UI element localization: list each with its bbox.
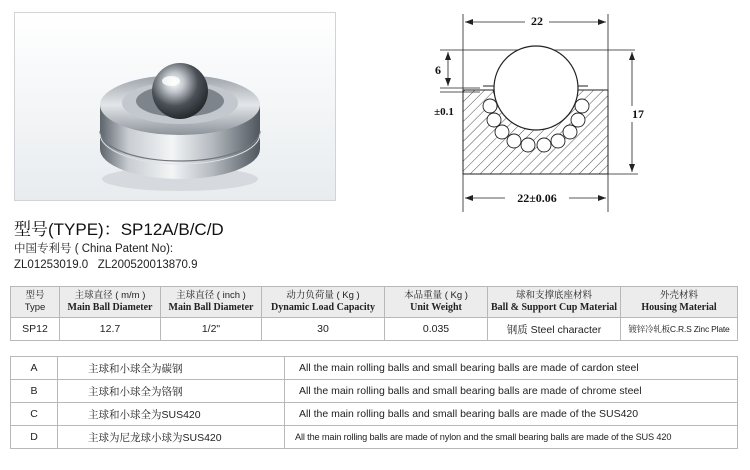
header-ball-material: 球和支撑底座材料 Ball & Support Cup Material [488, 287, 621, 318]
dim-left-upper-label: 6 [435, 63, 441, 77]
variant-zh: 主球和小球全为碳钢 [58, 357, 285, 380]
cell-main-ball-inch: 1/2" [161, 318, 262, 341]
ball-transfer-unit-image [15, 13, 335, 200]
cell-housing-material: 镀锌冷轧板C.R.S Zinc Plate [621, 318, 738, 341]
dim-bottom-label: 22±0.06 [517, 191, 557, 205]
header-housing-material: 外壳材料 Housing Material [621, 287, 738, 318]
table-row [11, 426, 738, 449]
table-row [11, 357, 738, 380]
dim-top-label: 22 [531, 14, 543, 28]
variants-table [10, 356, 738, 449]
variant-code: D [11, 426, 58, 449]
variant-en: All the main rolling balls are made of nylon and the small bearing balls are made of the SUS 420 [285, 426, 738, 449]
cell-unit-weight: 0.035 [385, 318, 488, 341]
cell-main-ball-mm: 12.7 [60, 318, 161, 341]
header-unit-weight: 本品重量 ( Kg ) Unit Weight [385, 287, 488, 318]
patent-numbers: ZL01253019.0 ZL200520013870.9 [14, 259, 198, 271]
variant-code: B [11, 380, 58, 403]
variant-code: A [11, 357, 58, 380]
table-row [11, 403, 738, 426]
variant-zh: 主球为尼龙球小球为SUS420 [58, 426, 285, 449]
variant-code: C [11, 403, 58, 426]
variant-zh: 主球和小球全为铬钢 [58, 380, 285, 403]
cross-section-diagram [420, 6, 660, 216]
variant-en: All the main rolling balls and small bearing balls are made of the SUS420 [285, 403, 738, 426]
spec-table [10, 286, 738, 341]
cell-ball-material: 钢质 Steel character [488, 318, 621, 341]
table-row [11, 380, 738, 403]
dim-right-label: 17 [632, 107, 644, 121]
dim-left-lower-label: ±0.1 [434, 106, 454, 118]
technical-drawing [420, 6, 660, 221]
variant-en: All the main rolling balls and small bearing balls are made of cardon steel [285, 357, 738, 380]
variant-zh: 主球和小球全为SUS420 [58, 403, 285, 426]
header-main-ball-inch: 主球直径 ( inch ) Main Ball Diameter [161, 287, 262, 318]
header-dynamic-load: 动力负荷量 ( Kg ) Dynamic Load Capacity [262, 287, 385, 318]
spec-header-row [11, 287, 738, 318]
cell-dynamic-load: 30 [262, 318, 385, 341]
model-type-title: 型号(TYPE)：SP12A/B/C/D [14, 220, 224, 239]
cell-type: SP12 [11, 318, 60, 341]
header-main-ball-mm: 主球直径 ( m/m ) Main Ball Diameter [60, 287, 161, 318]
variant-en: All the main rolling balls and small bearing balls are made of chrome steel [285, 380, 738, 403]
patent-info [14, 241, 198, 273]
product-photo [14, 12, 336, 201]
header-type: 型号 Type [11, 287, 60, 318]
patent-label: 中国专利号 ( China Patent No): [14, 243, 174, 255]
spec-data-row [11, 318, 738, 341]
